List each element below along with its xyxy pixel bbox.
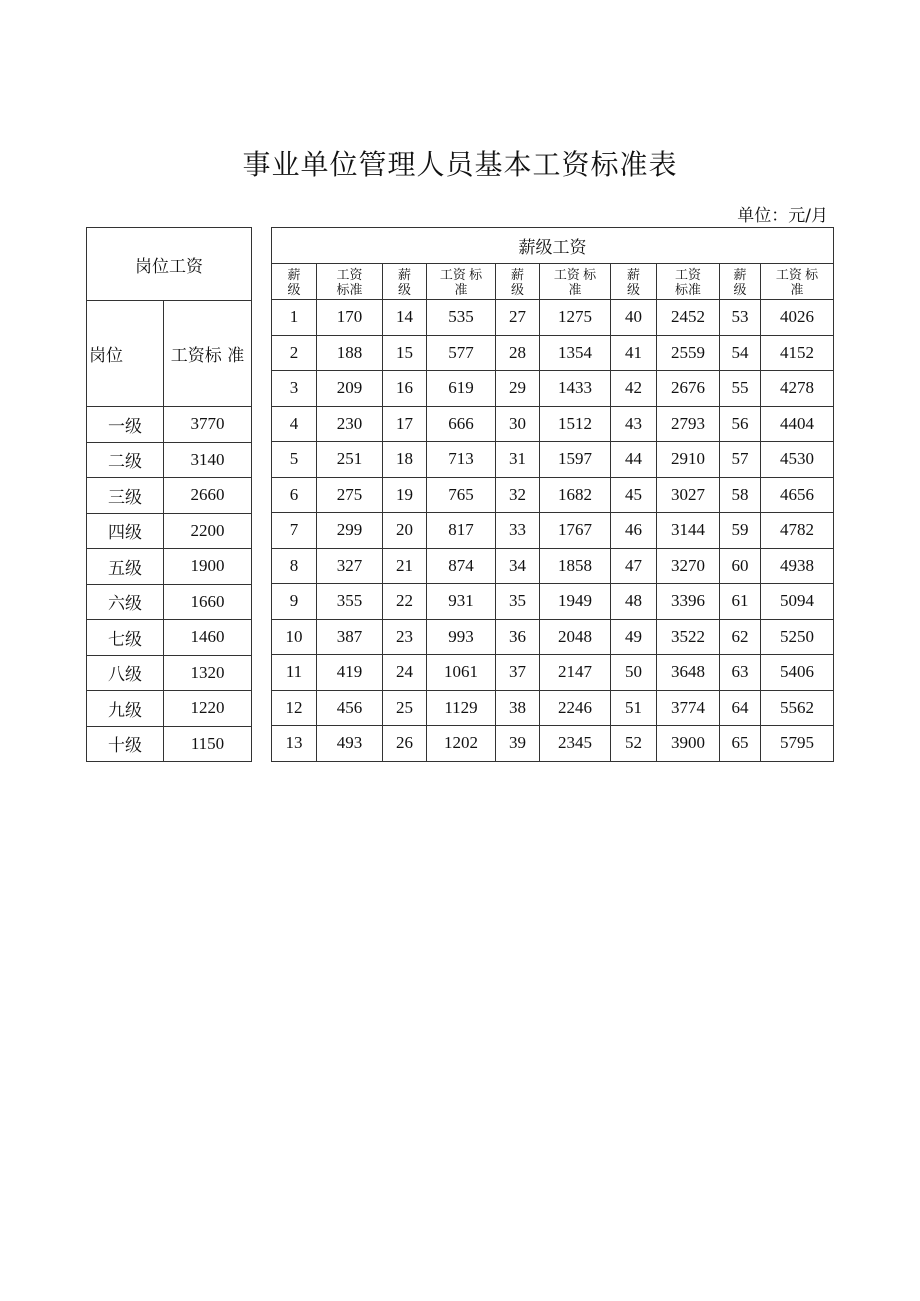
table-row [87,442,252,478]
salary-grade-cell: 17 [383,406,427,442]
salary-grade-cell: 25 [383,690,427,726]
salary-grade-cell: 14 [383,300,427,336]
salary-amount-cell: 419 [317,655,383,691]
salary-amount-cell: 2345 [540,726,611,762]
salary-amount-cell: 327 [317,548,383,584]
salary-grade-cell: 58 [720,477,761,513]
table-row [87,407,252,443]
salary-amount-cell: 4278 [761,371,834,407]
table-row [87,655,252,691]
salary-amount-cell: 2246 [540,690,611,726]
salary-grade-cell: 43 [611,406,657,442]
salary-grade-cell: 48 [611,584,657,620]
salary-grade-cell: 41 [611,335,657,371]
salary-amount-cell: 1682 [540,477,611,513]
amount-cell: 2200 [164,513,252,549]
salary-grade-cell: 37 [496,655,540,691]
grade-cell: 九级 [87,691,164,727]
salary-grade-cell: 49 [611,619,657,655]
salary-amount-cell: 2048 [540,619,611,655]
table-row [272,655,834,691]
salary-amount-cell: 3027 [657,477,720,513]
salary-amount-cell: 4404 [761,406,834,442]
amount-cell: 1460 [164,620,252,656]
salary-grade-cell: 9 [272,584,317,620]
salary-grade-cell: 34 [496,548,540,584]
amount-cell: 1900 [164,549,252,585]
table-row [272,371,834,407]
salary-amount-cell: 619 [427,371,496,407]
salary-grade-cell: 62 [720,619,761,655]
salary-grade-cell: 64 [720,690,761,726]
salary-amount-cell: 456 [317,690,383,726]
salary-grade-cell: 45 [611,477,657,513]
salary-grade-cell: 2 [272,335,317,371]
salary-grade-cell: 50 [611,655,657,691]
salary-grade-column-label [383,264,427,300]
salary-amount-cell: 931 [427,584,496,620]
salary-amount-cell: 993 [427,619,496,655]
salary-grade-cell: 55 [720,371,761,407]
salary-amount-cell: 1275 [540,300,611,336]
salary-grade-cell: 63 [720,655,761,691]
salary-amount-cell: 2676 [657,371,720,407]
salary-grade-cell: 20 [383,513,427,549]
standard-column-label: 工资标 准 [164,301,252,407]
salary-grade-cell: 31 [496,442,540,478]
table-row [272,584,834,620]
salary-amount-cell: 3900 [657,726,720,762]
salary-amount-cell: 4782 [761,513,834,549]
salary-grade-column-label [611,264,657,300]
salary-grade-cell: 46 [611,513,657,549]
table-row [272,335,834,371]
salary-amount-cell: 3522 [657,619,720,655]
salary-amount-cell: 387 [317,619,383,655]
column-label-text: 薪 级 [733,266,747,297]
table-row [272,406,834,442]
salary-grade-cell: 32 [496,477,540,513]
salary-grade-cell: 11 [272,655,317,691]
salary-grade-cell: 39 [496,726,540,762]
salary-standard-column-label [540,264,611,300]
salary-amount-cell: 4938 [761,548,834,584]
salary-grade-column-label [496,264,540,300]
salary-grade-cell: 54 [720,335,761,371]
salary-grade-cell: 47 [611,548,657,584]
table-row [272,548,834,584]
salary-amount-cell: 1949 [540,584,611,620]
salary-amount-cell: 2910 [657,442,720,478]
salary-grade-cell: 24 [383,655,427,691]
salary-grade-cell: 1 [272,300,317,336]
column-label-text: 工资 标 准 [775,266,819,297]
table-row [87,620,252,656]
salary-amount-cell: 3270 [657,548,720,584]
grade-cell: 八级 [87,655,164,691]
salary-amount-cell: 1354 [540,335,611,371]
column-label-text: 薪 级 [626,266,640,297]
salary-grade-cell: 4 [272,406,317,442]
salary-amount-cell: 3144 [657,513,720,549]
salary-amount-cell: 666 [427,406,496,442]
table-row [87,691,252,727]
table-row [272,726,834,762]
salary-amount-cell: 1129 [427,690,496,726]
salary-grade-cell: 33 [496,513,540,549]
table-row [272,513,834,549]
salary-amount-cell: 493 [317,726,383,762]
salary-grade-cell: 5 [272,442,317,478]
amount-cell: 1220 [164,691,252,727]
table-row [87,549,252,585]
salary-grade-cell: 61 [720,584,761,620]
salary-grade-cell: 13 [272,726,317,762]
salary-amount-cell: 817 [427,513,496,549]
column-label-text: 工资 标 准 [439,266,483,297]
grade-cell: 四级 [87,513,164,549]
salary-grade-cell: 36 [496,619,540,655]
salary-amount-cell: 1597 [540,442,611,478]
salary-grade-cell: 26 [383,726,427,762]
salary-amount-cell: 4530 [761,442,834,478]
salary-amount-cell: 1202 [427,726,496,762]
grade-cell: 六级 [87,584,164,620]
table-row [272,619,834,655]
grade-cell: 七级 [87,620,164,656]
amount-cell: 1660 [164,584,252,620]
salary-amount-cell: 1767 [540,513,611,549]
salary-amount-cell: 4026 [761,300,834,336]
salary-grade-column-label [272,264,317,300]
salary-amount-cell: 713 [427,442,496,478]
salary-amount-cell: 3396 [657,584,720,620]
salary-amount-cell: 230 [317,406,383,442]
salary-amount-cell: 299 [317,513,383,549]
salary-amount-cell: 3774 [657,690,720,726]
salary-amount-cell: 1512 [540,406,611,442]
salary-standard-column-label [427,264,496,300]
salary-grade-cell: 60 [720,548,761,584]
position-pay-table [86,227,252,762]
salary-grade-cell: 16 [383,371,427,407]
salary-grade-cell: 65 [720,726,761,762]
table-row [272,300,834,336]
salary-grade-cell: 27 [496,300,540,336]
salary-amount-cell: 3648 [657,655,720,691]
unit-label: 单位：元/月 [737,206,828,226]
table-row [87,726,252,762]
salary-amount-cell: 275 [317,477,383,513]
salary-amount-cell: 188 [317,335,383,371]
page-title: 事业单位管理人员基本工资标准表 [242,148,678,181]
salary-grade-cell: 10 [272,619,317,655]
salary-grade-cell: 35 [496,584,540,620]
salary-standard-column-label [761,264,834,300]
salary-amount-cell: 1061 [427,655,496,691]
salary-grade-cell: 23 [383,619,427,655]
salary-amount-cell: 4656 [761,477,834,513]
salary-grade-column-label [720,264,761,300]
salary-amount-cell: 1858 [540,548,611,584]
salary-amount-cell: 2147 [540,655,611,691]
salary-grade-cell: 30 [496,406,540,442]
salary-grade-cell: 12 [272,690,317,726]
salary-grade-cell: 8 [272,548,317,584]
amount-cell: 2660 [164,478,252,514]
salary-amount-cell: 5094 [761,584,834,620]
salary-grade-cell: 40 [611,300,657,336]
salary-grade-cell: 38 [496,690,540,726]
column-label-text: 工资 标准 [674,266,701,297]
salary-scale-header: 薪级工资 [272,228,834,264]
table-row [272,477,834,513]
position-column-label: 岗位 [87,301,164,407]
table-row [87,478,252,514]
table-row [272,442,834,478]
salary-amount-cell: 2793 [657,406,720,442]
grade-cell: 一级 [87,407,164,443]
amount-cell: 1320 [164,655,252,691]
salary-grade-cell: 6 [272,477,317,513]
column-label-text: 工资 标准 [336,266,363,297]
salary-amount-cell: 170 [317,300,383,336]
salary-amount-cell: 5795 [761,726,834,762]
salary-grade-cell: 3 [272,371,317,407]
salary-grade-cell: 57 [720,442,761,478]
salary-grade-cell: 15 [383,335,427,371]
table-row [87,584,252,620]
salary-standard-column-label [657,264,720,300]
column-label-text: 薪 级 [287,266,301,297]
salary-grade-cell: 29 [496,371,540,407]
salary-grade-cell: 22 [383,584,427,620]
salary-scale-table [271,227,834,762]
salary-amount-cell: 535 [427,300,496,336]
column-label-text: 工资 标 准 [553,266,597,297]
grade-cell: 二级 [87,442,164,478]
column-label-text: 薪 级 [510,266,524,297]
column-label-text: 薪 级 [397,266,411,297]
salary-amount-cell: 209 [317,371,383,407]
salary-standard-column-label [317,264,383,300]
salary-grade-cell: 7 [272,513,317,549]
salary-grade-cell: 53 [720,300,761,336]
salary-grade-cell: 19 [383,477,427,513]
grade-cell: 十级 [87,726,164,762]
salary-grade-cell: 44 [611,442,657,478]
salary-amount-cell: 4152 [761,335,834,371]
amount-cell: 3140 [164,442,252,478]
grade-cell: 五级 [87,549,164,585]
amount-cell: 1150 [164,726,252,762]
salary-amount-cell: 577 [427,335,496,371]
position-pay-header: 岗位工资 [87,228,252,301]
table-row [272,690,834,726]
salary-grade-cell: 18 [383,442,427,478]
salary-grade-cell: 51 [611,690,657,726]
salary-amount-cell: 5562 [761,690,834,726]
salary-amount-cell: 5250 [761,619,834,655]
table-row [87,513,252,549]
salary-grade-cell: 28 [496,335,540,371]
salary-amount-cell: 2452 [657,300,720,336]
salary-grade-cell: 59 [720,513,761,549]
amount-cell: 3770 [164,407,252,443]
salary-amount-cell: 2559 [657,335,720,371]
salary-grade-cell: 42 [611,371,657,407]
salary-amount-cell: 874 [427,548,496,584]
salary-amount-cell: 5406 [761,655,834,691]
salary-grade-cell: 56 [720,406,761,442]
salary-grade-cell: 52 [611,726,657,762]
salary-amount-cell: 251 [317,442,383,478]
grade-cell: 三级 [87,478,164,514]
salary-amount-cell: 355 [317,584,383,620]
salary-grade-cell: 21 [383,548,427,584]
salary-amount-cell: 765 [427,477,496,513]
salary-amount-cell: 1433 [540,371,611,407]
